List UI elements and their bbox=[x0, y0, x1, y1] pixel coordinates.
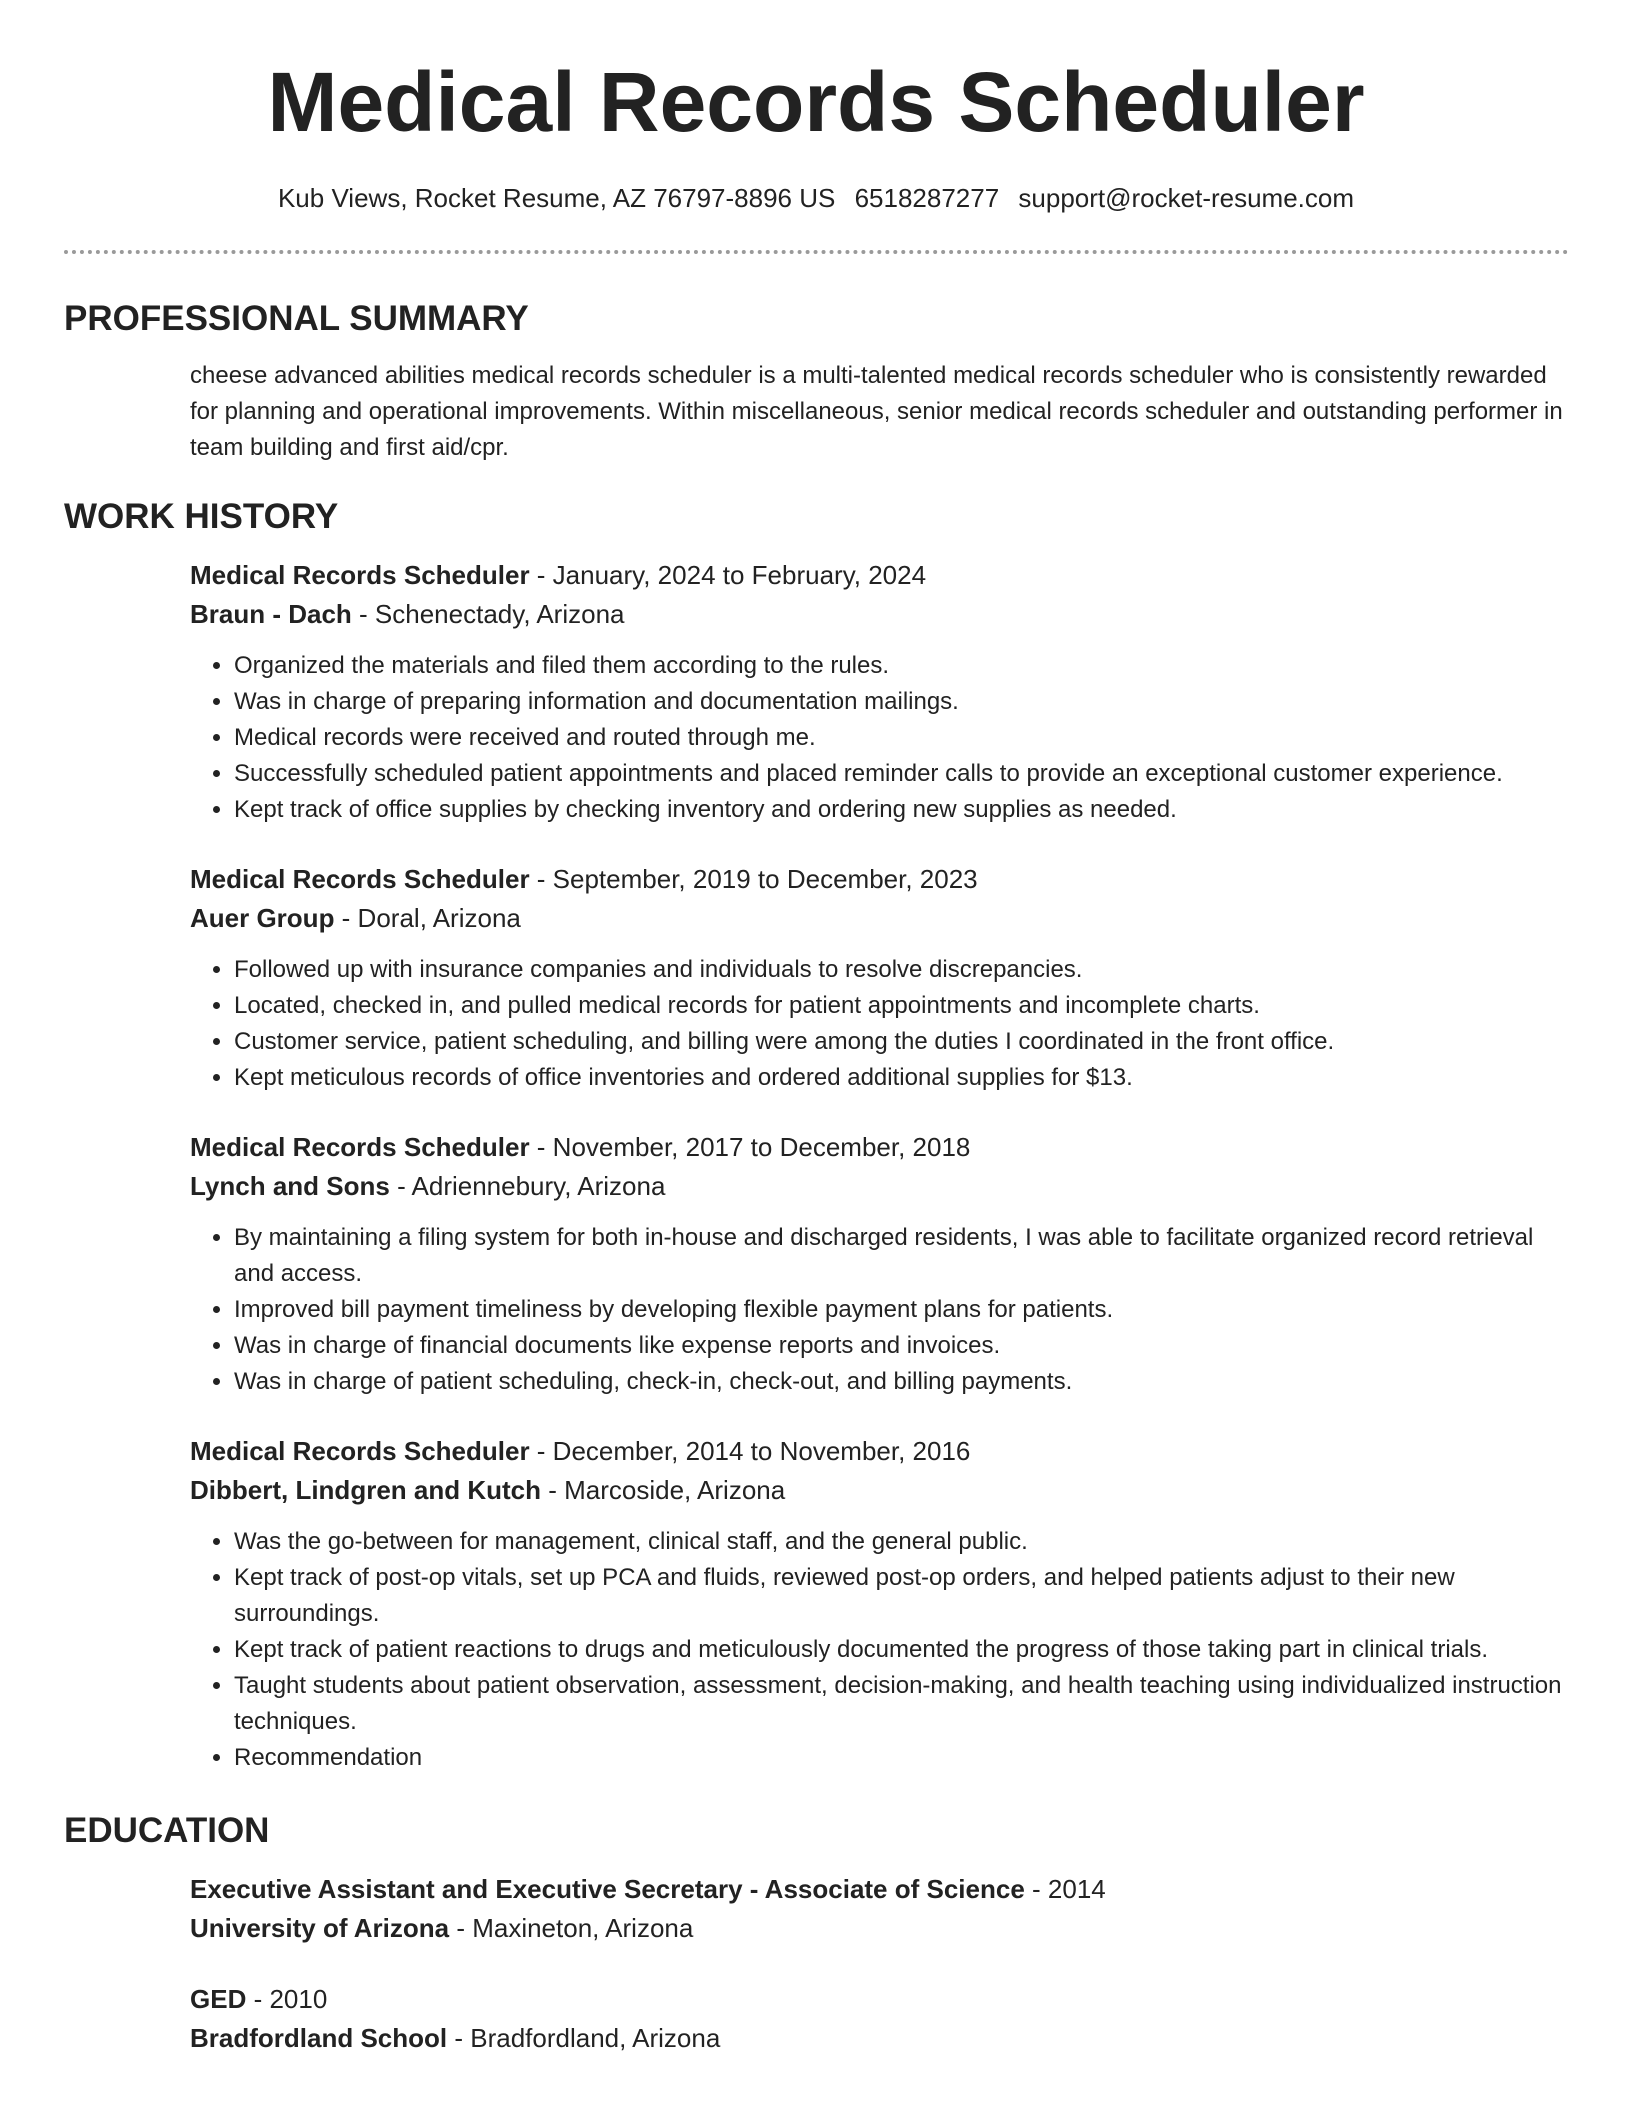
education-school-line bbox=[190, 1909, 1574, 1948]
education-year: - 2014 bbox=[1024, 1874, 1106, 1904]
education-entry bbox=[190, 1870, 1574, 1948]
education-location: - Maxineton, Arizona bbox=[449, 1913, 694, 1943]
job-bullet: • Taught students about patient observation, assessment, decision-making, and health teaching using individualized instruction techniques. bbox=[234, 1668, 1574, 1740]
job-company: Braun - Dach bbox=[190, 599, 352, 629]
education-year: - 2010 bbox=[246, 1984, 328, 2014]
job-bullet: • Medical records were received and routed through me. bbox=[234, 720, 1574, 756]
job-entry bbox=[190, 1432, 1574, 1776]
job-company: Auer Group bbox=[190, 903, 335, 933]
summary-body bbox=[190, 358, 1574, 466]
job-dates: - September, 2019 to December, 2023 bbox=[529, 864, 978, 894]
education-school: Bradfordland School bbox=[190, 2023, 448, 2053]
job-bullet: • Located, checked in, and pulled medical records for patient appointments and incomplete charts. bbox=[234, 988, 1574, 1024]
education-degree: GED bbox=[190, 1984, 247, 2014]
job-bullet: • By maintaining a filing system for both in-house and discharged residents, I was able to facilitate organized record retrieval and access. bbox=[234, 1220, 1574, 1292]
job-entry bbox=[190, 1128, 1574, 1400]
job-company-line bbox=[190, 1471, 1574, 1510]
education-location: - Bradfordland, Arizona bbox=[447, 2023, 721, 2053]
education-section bbox=[64, 1808, 1574, 2058]
education-entry bbox=[190, 1980, 1574, 2058]
job-bullets bbox=[190, 648, 1574, 828]
job-bullet: • Improved bill payment timeliness by developing flexible payment plans for patients. bbox=[234, 1292, 1574, 1328]
job-location: - Schenectady, Arizona bbox=[351, 599, 625, 629]
education-degree: Executive Assistant and Executive Secretary - Associate of Science bbox=[190, 1874, 1025, 1904]
education-degree-line bbox=[190, 1980, 1574, 2019]
job-entry bbox=[190, 860, 1574, 1096]
resume-content bbox=[64, 296, 1574, 2090]
job-dates: - January, 2024 to February, 2024 bbox=[529, 560, 927, 590]
education-school-line bbox=[190, 2019, 1574, 2058]
job-bullets bbox=[190, 1220, 1574, 1400]
job-bullet: • Was in charge of patient scheduling, check-in, check-out, and billing payments. bbox=[234, 1364, 1574, 1400]
education-school: University of Arizona bbox=[190, 1913, 450, 1943]
summary-text: cheese advanced abilities medical records scheduler is a multi-talented medical records scheduler who is consistently rewarded for planning and operational improvements. Within miscellaneous, senior medical records scheduler and outstanding performer in team building and first aid/cpr. bbox=[190, 362, 1563, 461]
job-entry bbox=[190, 556, 1574, 828]
job-role: Medical Records Scheduler bbox=[190, 560, 530, 590]
job-bullet: • Organized the materials and filed them according to the rules. bbox=[234, 648, 1574, 684]
job-role: Medical Records Scheduler bbox=[190, 1132, 530, 1162]
job-company: Lynch and Sons bbox=[190, 1171, 390, 1201]
contact-info bbox=[0, 180, 1632, 216]
page-title: Medical Records Scheduler bbox=[267, 55, 1365, 149]
education-degree-line bbox=[190, 1870, 1574, 1909]
job-location: - Doral, Arizona bbox=[334, 903, 521, 933]
job-location: - Adriennebury, Arizona bbox=[389, 1171, 666, 1201]
job-bullet: • Kept meticulous records of office inventories and ordered additional supplies for $13. bbox=[234, 1060, 1574, 1096]
job-bullet: • Was in charge of preparing information and documentation mailings. bbox=[234, 684, 1574, 720]
job-bullet: • Successfully scheduled patient appointments and placed reminder calls to provide an exceptional customer experience. bbox=[234, 756, 1574, 792]
job-company: Dibbert, Lindgren and Kutch bbox=[190, 1475, 541, 1505]
job-dates: - November, 2017 to December, 2018 bbox=[529, 1132, 971, 1162]
job-bullet: • Recommendation bbox=[234, 1740, 1574, 1776]
work-history-heading: WORK HISTORY bbox=[64, 497, 339, 536]
work-history-body bbox=[190, 556, 1574, 1776]
job-bullet: • Kept track of post-op vitals, set up PCA and fluids, reviewed post-op orders, and helped patients adjust to their new surroundings. bbox=[234, 1560, 1574, 1632]
work-history-section bbox=[64, 494, 1574, 1776]
contact-address: Kub Views, Rocket Resume, AZ 76797-8896 US bbox=[277, 183, 836, 213]
job-role: Medical Records Scheduler bbox=[190, 1436, 530, 1466]
job-title-line bbox=[190, 1432, 1574, 1471]
job-bullets bbox=[190, 952, 1574, 1096]
summary-heading: PROFESSIONAL SUMMARY bbox=[64, 299, 529, 338]
job-bullet: • Kept track of patient reactions to drugs and meticulously documented the progress of those taking part in clinical trials. bbox=[234, 1632, 1574, 1668]
job-dates: - December, 2014 to November, 2016 bbox=[529, 1436, 971, 1466]
education-heading: EDUCATION bbox=[64, 1811, 270, 1850]
job-company-line bbox=[190, 1167, 1574, 1206]
education-body bbox=[190, 1870, 1574, 2058]
job-role: Medical Records Scheduler bbox=[190, 864, 530, 894]
job-bullet: • Kept track of office supplies by checking inventory and ordering new supplies as needed. bbox=[234, 792, 1574, 828]
contact-email: support@rocket-resume.com bbox=[1018, 183, 1355, 213]
job-bullet: • Followed up with insurance companies and individuals to resolve discrepancies. bbox=[234, 952, 1574, 988]
job-title-line bbox=[190, 1128, 1574, 1167]
job-company-line bbox=[190, 595, 1574, 634]
job-title-line bbox=[190, 860, 1574, 899]
job-location: - Marcoside, Arizona bbox=[541, 1475, 786, 1505]
summary-section bbox=[64, 296, 1574, 466]
job-bullet: • Customer service, patient scheduling, and billing were among the duties I coordinated in the front office. bbox=[234, 1024, 1574, 1060]
job-bullets bbox=[190, 1524, 1574, 1776]
job-title-line bbox=[190, 556, 1574, 595]
job-company-line bbox=[190, 899, 1574, 938]
header-divider bbox=[64, 250, 1569, 254]
job-bullet: • Was the go-between for management, clinical staff, and the general public. bbox=[234, 1524, 1574, 1560]
job-bullet: • Was in charge of financial documents like expense reports and invoices. bbox=[234, 1328, 1574, 1364]
contact-phone: 6518287277 bbox=[854, 183, 1000, 213]
